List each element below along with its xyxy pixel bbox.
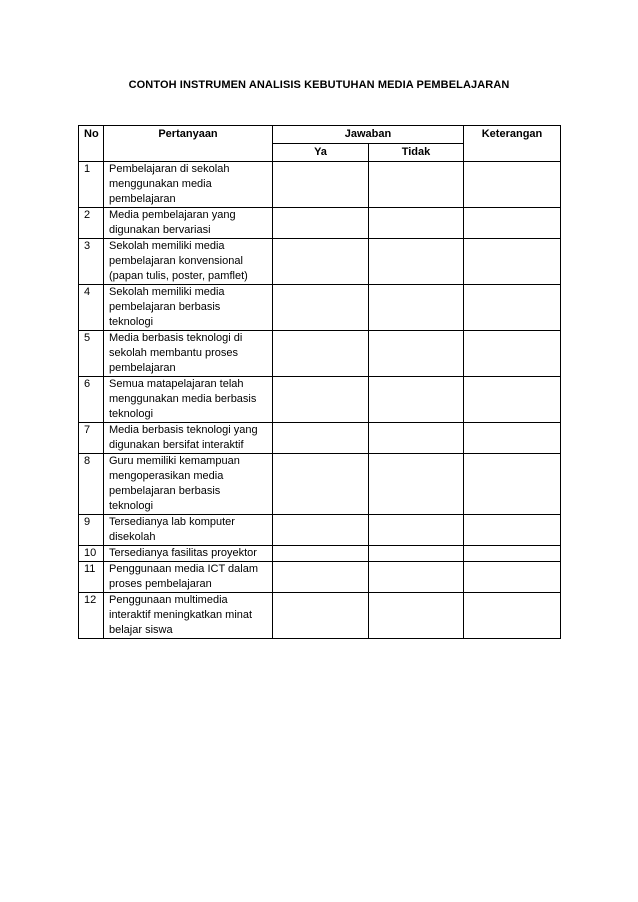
answer-ya-cell[interactable]	[273, 562, 369, 593]
question-cell	[104, 285, 273, 331]
row-number: 5	[79, 331, 104, 377]
answer-ya-cell[interactable]	[273, 454, 369, 515]
row-number: 4	[79, 285, 104, 331]
question-cell	[104, 331, 273, 377]
answer-tidak-cell[interactable]	[369, 285, 464, 331]
question-line: digunakan bervariasi	[109, 224, 211, 236]
header-keterangan: Keterangan	[464, 126, 561, 162]
question-cell	[104, 423, 273, 454]
header-jawaban: Jawaban	[273, 126, 464, 144]
keterangan-cell[interactable]	[464, 285, 561, 331]
question-line: teknologi	[109, 408, 154, 420]
table-row	[79, 285, 561, 331]
keterangan-cell[interactable]	[464, 239, 561, 285]
row-number: 6	[79, 377, 104, 423]
question-line: sekolah membantu proses	[109, 347, 239, 359]
question-line: Media berbasis teknologi di	[109, 332, 243, 344]
question-line: belajar siswa	[109, 624, 173, 636]
question-line: Guru memiliki kemampuan	[109, 455, 240, 467]
keterangan-cell[interactable]	[464, 423, 561, 454]
table-row	[79, 162, 561, 208]
question-line: Media pembelajaran yang	[109, 209, 236, 221]
answer-ya-cell[interactable]	[273, 285, 369, 331]
question-cell	[104, 239, 273, 285]
question-line: Pembelajaran di sekolah	[109, 163, 230, 175]
answer-tidak-cell[interactable]	[369, 331, 464, 377]
question-line: pembelajaran	[109, 362, 176, 374]
question-line: (papan tulis, poster, pamflet)	[109, 270, 248, 282]
question-line: Tersedianya fasilitas proyektor	[109, 547, 257, 559]
question-cell	[104, 546, 273, 562]
answer-ya-cell[interactable]	[273, 208, 369, 239]
question-cell	[104, 562, 273, 593]
question-line: proses pembelajaran	[109, 578, 212, 590]
table-row	[79, 515, 561, 546]
table-row	[79, 208, 561, 239]
question-cell	[104, 515, 273, 546]
question-cell	[104, 208, 273, 239]
question-line: digunakan bersifat interaktif	[109, 439, 244, 451]
question-line: Penggunaan media ICT dalam	[109, 563, 259, 575]
header-no: No	[79, 126, 104, 162]
header-ya: Ya	[273, 144, 369, 162]
question-line: Sekolah memiliki media	[109, 286, 225, 298]
answer-tidak-cell[interactable]	[369, 562, 464, 593]
row-number: 2	[79, 208, 104, 239]
row-number: 12	[79, 593, 104, 639]
question-line: pembelajaran	[109, 193, 176, 205]
answer-tidak-cell[interactable]	[369, 546, 464, 562]
question-line: mengoperasikan media	[109, 470, 224, 482]
question-line: Media berbasis teknologi yang	[109, 424, 258, 436]
answer-ya-cell[interactable]	[273, 546, 369, 562]
row-number: 3	[79, 239, 104, 285]
question-cell	[104, 454, 273, 515]
table-row	[79, 593, 561, 639]
row-number: 1	[79, 162, 104, 208]
table-row	[79, 562, 561, 593]
answer-tidak-cell[interactable]	[369, 377, 464, 423]
row-number: 11	[79, 562, 104, 593]
question-line: interaktif meningkatkan minat	[109, 609, 253, 621]
keterangan-cell[interactable]	[464, 593, 561, 639]
keterangan-cell[interactable]	[464, 377, 561, 423]
table-body	[79, 162, 561, 639]
question-line: Sekolah memiliki media	[109, 240, 225, 252]
row-number: 7	[79, 423, 104, 454]
keterangan-cell[interactable]	[464, 454, 561, 515]
document-title: CONTOH INSTRUMEN ANALISIS KEBUTUHAN MEDIA PEMBELAJARAN	[128, 79, 510, 91]
answer-tidak-cell[interactable]	[369, 208, 464, 239]
question-line: disekolah	[109, 531, 156, 543]
answer-tidak-cell[interactable]	[369, 423, 464, 454]
instrument-table	[78, 125, 561, 639]
keterangan-cell[interactable]	[464, 546, 561, 562]
answer-tidak-cell[interactable]	[369, 454, 464, 515]
table-header	[79, 126, 561, 162]
question-line: pembelajaran berbasis teknologi	[109, 301, 221, 328]
answer-ya-cell[interactable]	[273, 515, 369, 546]
question-line: menggunakan media berbasis	[109, 393, 257, 405]
header-tidak: Tidak	[369, 144, 464, 162]
question-line: Semua matapelajaran telah	[109, 378, 244, 390]
answer-ya-cell[interactable]	[273, 377, 369, 423]
answer-tidak-cell[interactable]	[369, 162, 464, 208]
keterangan-cell[interactable]	[464, 515, 561, 546]
question-cell	[104, 377, 273, 423]
question-line: Penggunaan multimedia	[109, 594, 228, 606]
question-cell	[104, 162, 273, 208]
answer-ya-cell[interactable]	[273, 423, 369, 454]
table-row	[79, 331, 561, 377]
table-row	[79, 377, 561, 423]
answer-tidak-cell[interactable]	[369, 239, 464, 285]
row-number: 8	[79, 454, 104, 515]
table-row	[79, 546, 561, 562]
keterangan-cell[interactable]	[464, 208, 561, 239]
table-row	[79, 423, 561, 454]
answer-ya-cell[interactable]	[273, 239, 369, 285]
question-cell	[104, 593, 273, 639]
keterangan-cell[interactable]	[464, 162, 561, 208]
row-number: 9	[79, 515, 104, 546]
answer-ya-cell[interactable]	[273, 162, 369, 208]
answer-tidak-cell[interactable]	[369, 593, 464, 639]
question-line: pembelajaran berbasis teknologi	[109, 485, 221, 512]
table-row	[79, 454, 561, 515]
answer-ya-cell[interactable]	[273, 593, 369, 639]
header-pertanyaan: Pertanyaan	[104, 126, 273, 162]
question-line: menggunakan media	[109, 178, 212, 190]
keterangan-cell[interactable]	[464, 331, 561, 377]
row-number: 10	[79, 546, 104, 562]
answer-tidak-cell[interactable]	[369, 515, 464, 546]
table-row	[79, 239, 561, 285]
question-line: Tersedianya lab komputer	[109, 516, 235, 528]
answer-ya-cell[interactable]	[273, 331, 369, 377]
question-line: pembelajaran konvensional	[109, 255, 243, 267]
keterangan-cell[interactable]	[464, 562, 561, 593]
